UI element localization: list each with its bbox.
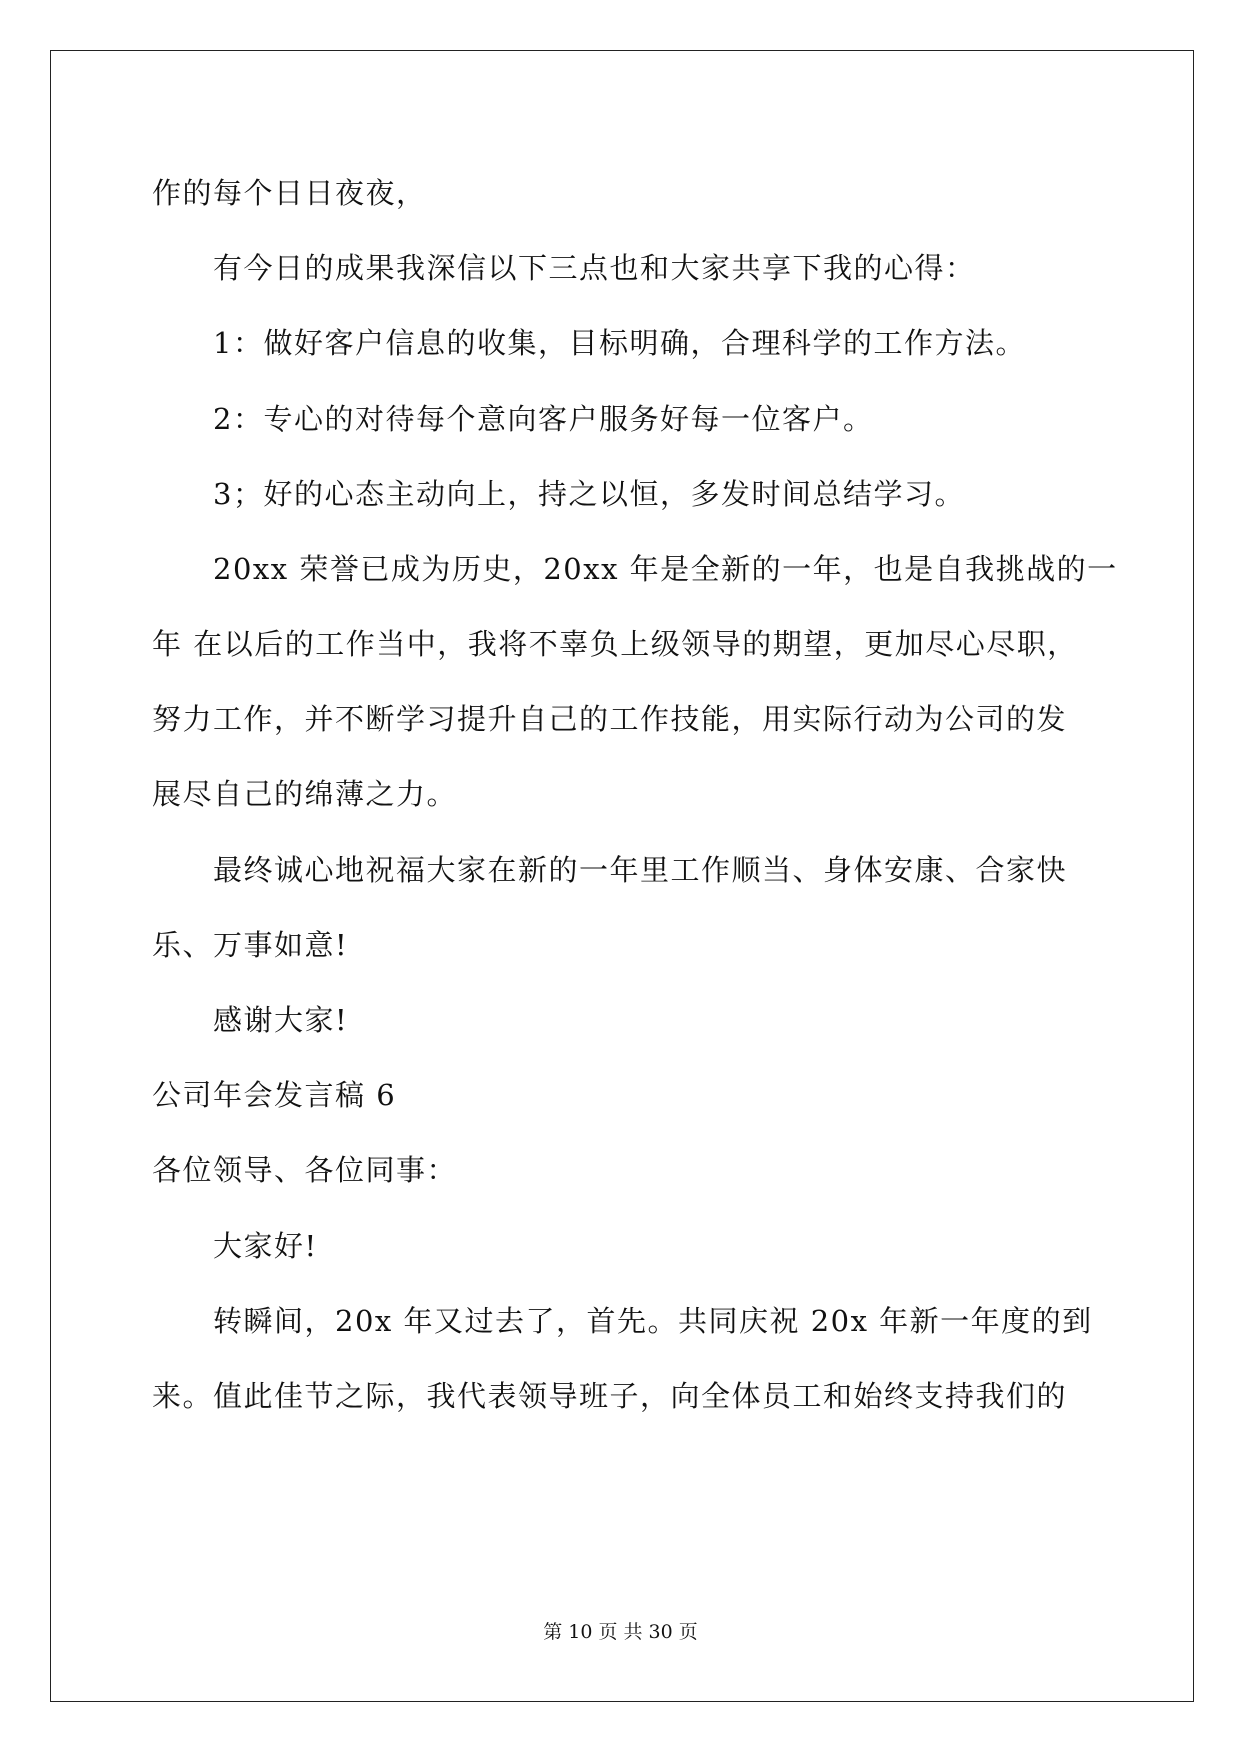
text-line: 最终诚心地祝福大家在新的一年里工作顺当、身体安康、合家快: [213, 853, 1068, 887]
text-line: 3；好的心态主动向上，持之以恒，多发时间总结学习。: [213, 477, 965, 511]
section-heading: 公司年会发言稿 6: [152, 1078, 397, 1112]
salutation: 各位领导、各位同事：: [152, 1153, 458, 1187]
text-line: 20xx 荣誉已成为历史，20xx 年是全新的一年，也是自我挑战的一: [213, 552, 1118, 586]
text-line: 感谢大家!: [213, 1003, 349, 1037]
text-line: 努力工作，并不断学习提升自己的工作技能，用实际行动为公司的发: [152, 702, 1068, 736]
text-line: 1：做好客户信息的收集，目标明确，合理科学的工作方法。: [213, 326, 1026, 360]
page-number-footer: 第 10 页 共 30 页: [543, 1621, 698, 1643]
text-line: 转瞬间，20x 年又过去了，首先。共同庆祝 20x 年新一年度的到: [213, 1304, 1093, 1338]
text-line: 年 在以后的工作当中，我将不辜负上级领导的期望，更加尽心尽职，: [152, 627, 1078, 661]
text-line: 有今日的成果我深信以下三点也和大家共享下我的心得：: [213, 251, 976, 285]
greeting: 大家好!: [213, 1229, 318, 1263]
text-line: 作的每个日日夜夜，: [152, 176, 427, 210]
text-line: 来。值此佳节之际，我代表领导班子，向全体员工和始终支持我们的: [152, 1379, 1068, 1413]
text-line: 展尽自己的绵薄之力。: [152, 777, 458, 811]
text-line: 2：专心的对待每个意向客户服务好每一位客户。: [213, 402, 874, 436]
text-line: 乐、万事如意!: [152, 928, 349, 962]
